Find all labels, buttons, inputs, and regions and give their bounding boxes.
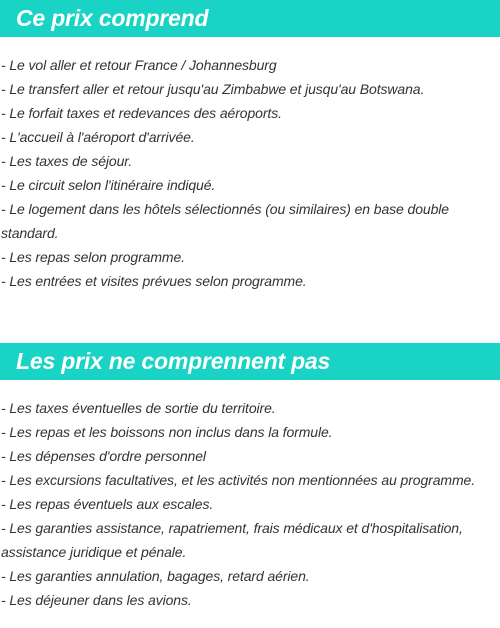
list-item: - Les taxes éventuelles de sortie du territoire. xyxy=(1,400,276,416)
excluded-title: Les prix ne comprennent pas xyxy=(16,348,331,374)
list-item: - Le transfert aller et retour jusqu'au Zimbabwe et jusqu'au Botswana. xyxy=(1,81,425,97)
list-item: - Les taxes de séjour. xyxy=(1,153,133,169)
list-item: - Le logement dans les hôtels sélectionnés (ou similaires) en base double standard. xyxy=(1,201,449,241)
list-item: - Les entrées et visites prévues selon programme. xyxy=(1,273,307,289)
list-item: - Les repas et les boissons non inclus dans la formule. xyxy=(1,424,333,440)
excluded-header xyxy=(0,343,500,380)
list-item: - Les excursions facultatives, et les activités non mentionnées au programme. xyxy=(1,472,475,488)
list-item: - Les dépenses d'ordre personnel xyxy=(1,448,206,464)
list-item: - Le circuit selon l'itinéraire indiqué. xyxy=(1,177,216,193)
excluded-list xyxy=(0,396,500,612)
included-header xyxy=(0,0,500,37)
list-item: - Les repas selon programme. xyxy=(1,249,185,265)
list-item: - Les garanties annulation, bagages, retard aérien. xyxy=(1,568,310,584)
list-item: - Les garanties assistance, rapatriement, frais médicaux et d'hospitalisation, assistance juridique et pénale. xyxy=(1,520,463,560)
included-section xyxy=(0,0,500,293)
included-list xyxy=(0,53,500,293)
list-item: - Le vol aller et retour France / Johannesburg xyxy=(1,57,277,73)
excluded-section xyxy=(0,343,500,612)
list-item: - L'accueil à l'aéroport d'arrivée. xyxy=(1,129,195,145)
list-item: - Les déjeuner dans les avions. xyxy=(1,592,192,608)
list-item: - Le forfait taxes et redevances des aéroports. xyxy=(1,105,282,121)
list-item: - Les repas éventuels aux escales. xyxy=(1,496,214,512)
included-title: Ce prix comprend xyxy=(16,5,209,31)
